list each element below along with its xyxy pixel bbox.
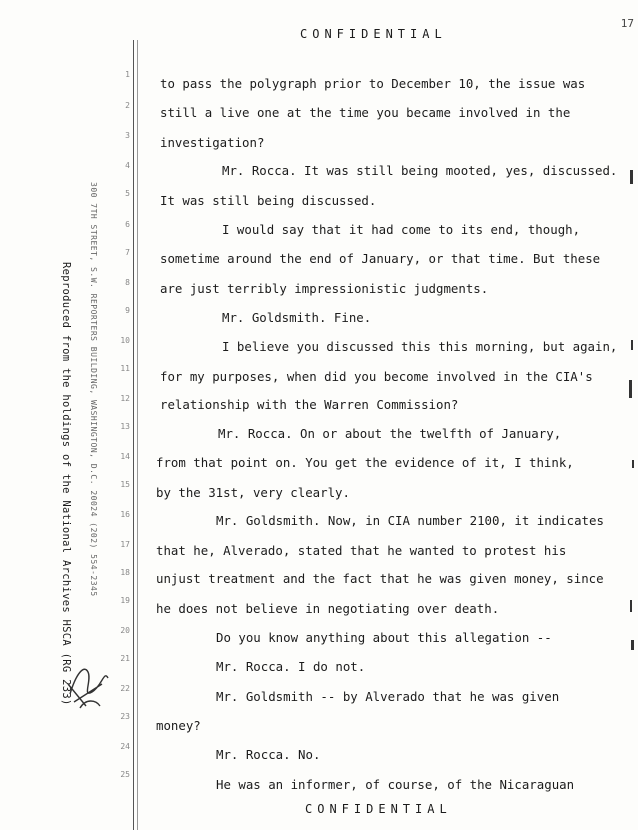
line-number: 6 [125, 220, 130, 229]
transcript-line: still a live one at the time you became involved in the [160, 105, 571, 120]
line-number: 15 [120, 480, 130, 489]
line-number: 21 [120, 654, 130, 663]
confidential-header: CONFIDENTIAL [300, 27, 447, 41]
transcript-line: from that point on. You get the evidence of it, I think, [156, 455, 574, 470]
line-number: 17 [120, 540, 130, 549]
transcript-line: that he, Alverado, stated that he wanted to protest his [156, 543, 567, 558]
transcript-line: He was an informer, of course, of the Nicaraguan [216, 777, 575, 792]
transcript-line: Mr. Goldsmith -- by Alverado that he was given [216, 689, 560, 704]
transcript-line: Mr. Rocca. No. [216, 747, 321, 762]
transcript-line: money? [156, 718, 201, 733]
transcript-line: I believe you discussed this this morning, but again, [222, 339, 618, 354]
line-number: 16 [120, 510, 130, 519]
line-number: 22 [120, 684, 130, 693]
line-number: 20 [120, 626, 130, 635]
line-number: 12 [120, 394, 130, 403]
line-number: 3 [125, 131, 130, 140]
confidential-footer: CONFIDENTIAL [305, 802, 452, 816]
reporter-address: 300 7TH STREET, S.W. REPORTERS BUILDING, WASHINGTON, D.C. 20024 (202) 554-2345 [89, 182, 98, 597]
margin-rule [133, 40, 134, 830]
line-number: 4 [125, 161, 130, 170]
line-number: 9 [125, 306, 130, 315]
handwritten-initials [62, 654, 114, 714]
line-number: 10 [120, 336, 130, 345]
transcript-line: relationship with the Warren Commission? [160, 397, 459, 412]
transcript-line: Do you know anything about this allegation -- [216, 630, 552, 645]
line-number: 19 [120, 596, 130, 605]
line-number: 2 [125, 101, 130, 110]
line-number: 1 [125, 70, 130, 79]
transcript-line: Mr. Rocca. I do not. [216, 659, 366, 674]
transcript-line: he does not believe in negotiating over death. [156, 601, 500, 616]
line-number: 5 [125, 189, 130, 198]
transcript-line: are just terribly impressionistic judgments. [160, 281, 489, 296]
transcript-line: I would say that it had come to its end, though, [222, 222, 581, 237]
transcript-line: investigation? [160, 135, 265, 150]
transcript-line: by the 31st, very clearly. [156, 485, 350, 500]
line-number: 14 [120, 452, 130, 461]
line-number: 24 [120, 742, 130, 751]
transcript-line: sometime around the end of January, or that time. But these [160, 251, 601, 266]
transcript-line: Mr. Goldsmith. Now, in CIA number 2100, it indicates [216, 513, 604, 528]
transcript-line: to pass the polygraph prior to December 10, the issue was [160, 76, 586, 91]
scan-edge-marks [626, 40, 638, 820]
line-number: 23 [120, 712, 130, 721]
line-number: 7 [125, 248, 130, 257]
line-number: 18 [120, 568, 130, 577]
transcript-line: It was still being discussed. [160, 193, 377, 208]
page-number: 17 [620, 17, 634, 30]
transcript-line: Mr. Rocca. On or about the twelfth of January, [218, 426, 562, 441]
archives-stamp: Reproduced from the holdings of the National Archives HSCA (RG 233) [60, 262, 72, 706]
transcript-line: Mr. Rocca. It was still being mooted, yes, discussed. [222, 163, 618, 178]
line-number: 25 [120, 770, 130, 779]
line-number: 11 [120, 364, 130, 373]
transcript-line: unjust treatment and the fact that he was given money, since [156, 571, 604, 586]
line-number: 8 [125, 278, 130, 287]
transcript-line: Mr. Goldsmith. Fine. [222, 310, 372, 325]
transcript-line: for my purposes, when did you become involved in the CIA's [160, 369, 593, 384]
margin-rule-inner [137, 40, 138, 830]
line-number: 13 [120, 422, 130, 431]
